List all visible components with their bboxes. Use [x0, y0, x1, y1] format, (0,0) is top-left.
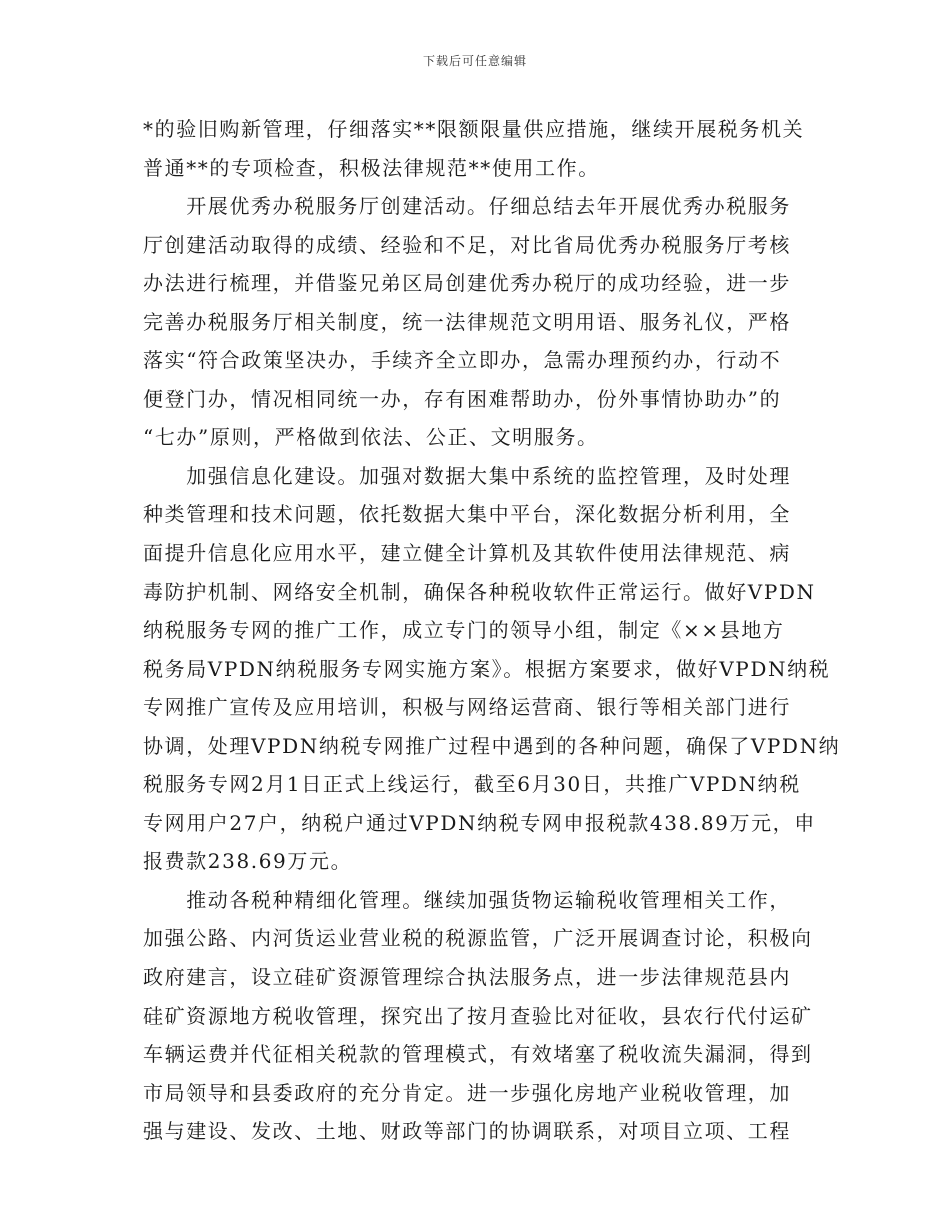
- text-line: 完善办税服务厅相关制度，统一法律规范文明用语、服务礼仪，严格: [143, 309, 791, 334]
- text-line: 便登门办，情况相同统一办，存有困难帮助办，份外事情协助办”的: [143, 386, 782, 411]
- text-line: 落实“符合政策坚决办，手续齐全立即办，急需办理预约办，行动不: [143, 348, 782, 373]
- text-line: 办法进行梳理，并借鉴兄弟区局创建优秀办税厅的成功经验，进一步: [143, 271, 791, 296]
- text-line: 普通**的专项检查，积极法律规范**使用工作。: [143, 155, 600, 180]
- text-line: 专网推广宣传及应用培训，积极与网络运营商、银行等相关部门进行: [143, 695, 791, 720]
- text-line: 报费款238.69万元。: [143, 849, 353, 874]
- text-line: 强与建设、发改、土地、财政等部门的协调联系，对项目立项、工程: [143, 1119, 791, 1144]
- text-line: 开展优秀办税服务厅创建活动。仔细总结去年开展优秀办税服务: [143, 194, 791, 219]
- text-line: 推动各税种精细化管理。继续加强货物运输税收管理相关工作，: [143, 887, 791, 912]
- page-header-note: 下载后可任意编辑: [422, 54, 527, 68]
- text-line: 加强信息化建设。加强对数据大集中系统的监控管理，及时处理: [143, 463, 791, 488]
- text-line: 厅创建活动取得的成绩、经验和不足，对比省局优秀办税服务厅考核: [143, 232, 791, 257]
- text-line: 纳税服务专网的推广工作，成立专门的领导小组，制定《××县地方: [143, 618, 785, 643]
- text-line: 协调，处理VPDN纳税专网推广过程中遇到的各种问题，确保了VPDN纳: [143, 733, 841, 758]
- text-line: “七办”原则，严格做到依法、公正、文明服务。: [143, 425, 599, 450]
- text-line: 税服务专网2月1日正式上线运行，截至6月30日，共推广VPDN纳税: [143, 772, 801, 797]
- text-line: 车辆运费并代征相关税款的管理模式，有效堵塞了税收流失漏洞，得到: [143, 1042, 813, 1067]
- text-line: 毒防护机制、网络安全机制，确保各种税收软件正常运行。做好VPDN: [143, 579, 816, 604]
- body-text: [143, 110, 841, 1151]
- text-line: 政府建言，设立硅矿资源管理综合执法服务点，进一步法律规范县内: [143, 965, 791, 990]
- text-line: 税务局VPDN纳税服务专网实施方案》。根据方案要求，做好VPDN纳税: [143, 656, 831, 681]
- text-line: 市局领导和县委政府的充分肯定。进一步强化房地产业税收管理，加: [143, 1080, 791, 1105]
- text-line: *的验旧购新管理，仔细落实**限额限量供应措施，继续开展税务机关: [143, 117, 805, 141]
- text-line: 专网用户27户，纳税户通过VPDN纳税专网申报税款438.89万元，申: [143, 810, 816, 835]
- text-line: 硅矿资源地方税收管理，探究出了按月查验比对征收，县农行代付运矿: [143, 1003, 813, 1028]
- text-line: 种类管理和技术问题，依托数据大集中平台，深化数据分析利用，全: [143, 502, 791, 527]
- text-line: 加强公路、内河货运业营业税的税源监管，广泛开展调查讨论，积极向: [143, 926, 813, 951]
- text-line: 面提升信息化应用水平，建立健全计算机及其软件使用法律规范、病: [143, 541, 791, 566]
